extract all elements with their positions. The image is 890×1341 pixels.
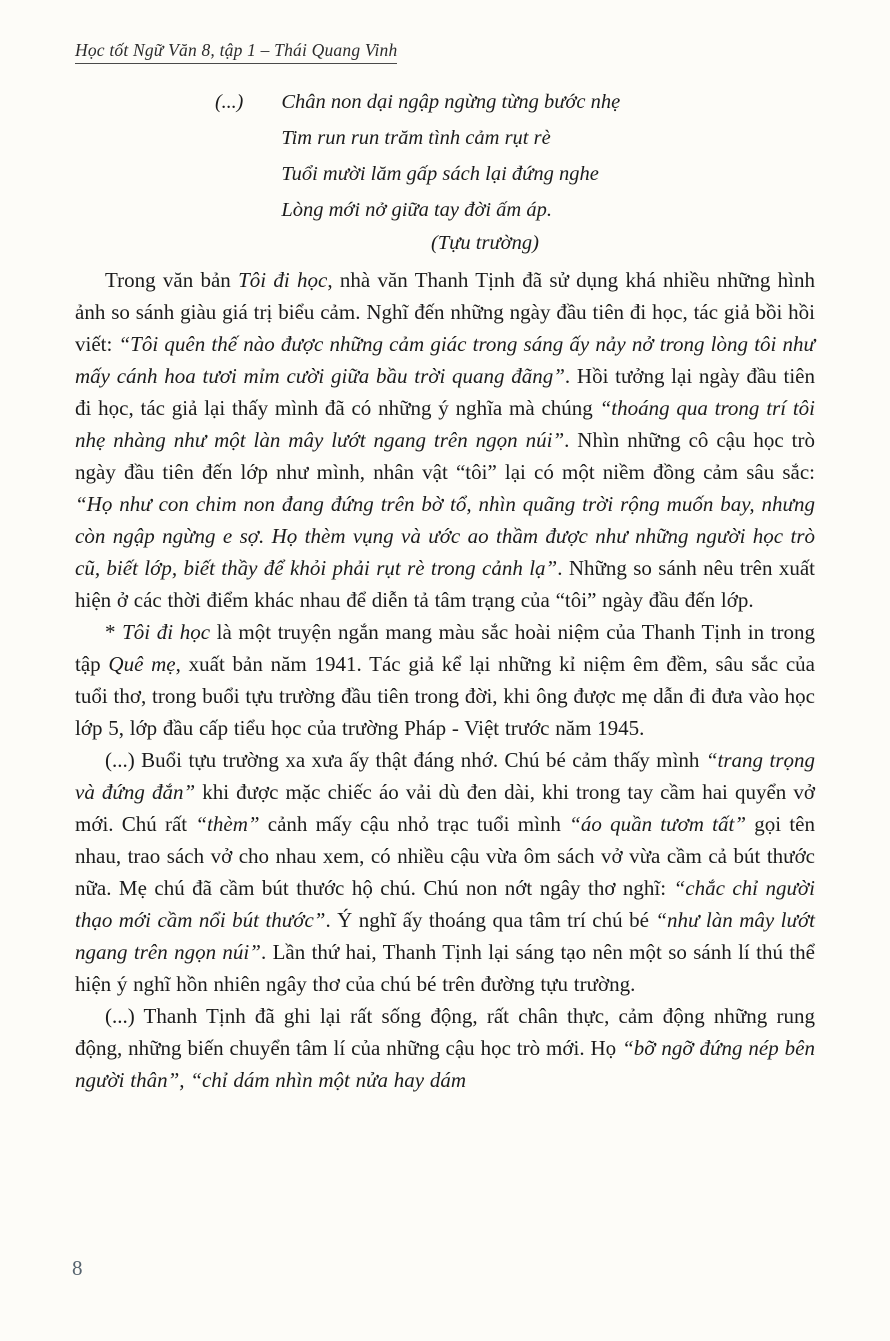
text-segment: Tôi đi học (122, 620, 211, 644)
body-text (75, 264, 815, 1096)
text-segment: (...) Thanh Tịnh đã ghi lại rất sống động, rất chân thực, cảm động những rung động, những biến chuyển tâm lí của những cậu học trò mới. Họ (75, 1004, 815, 1060)
page-number: 8 (72, 1256, 83, 1280)
text-segment: Quê mẹ (108, 652, 176, 676)
poem-line: Tim run run trăm tình cảm rụt rè (281, 127, 551, 149)
text-segment: “trang trọng và đứng đắn” (75, 748, 815, 804)
text-segment: gọi tên nhau, trao sách vở cho nhau xem, có nhiều cậu vừa ôm sách vở vừa cầm cả bút thước nữa. Mẹ chú đã cầm bút thước hộ chú. Chú non nớt ngây thơ nghĩ: (75, 812, 815, 900)
text-segment: Trong văn bản (105, 268, 239, 292)
text-segment: “bỡ ngỡ đứng nép bên người thân”, “chỉ dám nhìn một nửa hay dám (75, 1036, 815, 1092)
poem-block (75, 84, 815, 258)
text-segment: , xuất bản năm 1941. Tác giả kể lại những kỉ niệm êm đềm, sâu sắc của tuổi thơ, trong buổi tựu trường đầu tiên trong đời, khi ông được mẹ dẫn đi đưa vào học lớp 5, lớp đầu cấp tiểu học của trường Pháp - Việt trước năm 1945. (75, 652, 816, 740)
text-segment: “thèm” (195, 812, 260, 836)
text-segment: Tôi đi học (238, 268, 328, 292)
poem-line: Chân non dại ngập ngừng từng bước nhẹ (281, 91, 621, 113)
text-segment: . Ý nghĩ ấy thoáng qua tâm trí chú bé (325, 908, 656, 932)
text-segment: “Tôi quên thế nào được những cảm giác trong sáng ấy nảy nở trong lòng tôi như mấy cánh hoa tươi mỉm cười giữa bầu trời quang đãng” (75, 332, 815, 388)
text-segment: . Hồi tưởng lại ngày đầu tiên đi học, tác giả lại thấy mình đã có những ý nghĩa mà chúng (75, 364, 815, 420)
text-segment: . Lần thứ hai, Thanh Tịnh lại sáng tạo nên một so sánh lí thú thể hiện ý nghĩ hồn nhiên ngây thơ của chú bé trên đường tựu trường. (75, 940, 815, 996)
text-segment: . Nhìn những cô cậu học trò ngày đầu tiên đến lớp như mình, nhân vật “tôi” lại có một niềm đồng cảm sâu sắc: (75, 428, 815, 484)
text-segment: là một truyện ngắn mang màu sắc hoài niệm của Thanh Tịnh in trong tập (75, 620, 816, 676)
paragraph (75, 1000, 815, 1096)
text-segment: * (105, 620, 123, 644)
poem-lines (281, 84, 620, 228)
text-segment: “áo quần tươm tất” (569, 812, 747, 836)
text-segment: “Họ như con chim non đang đứng trên bờ tổ, nhìn quãng trời rộng muốn bay, nhưng còn ngập ngừng e sợ. Họ thèm vụng và ước ao thầm được như những người học trò cũ, biết lớp, biết thầy để khỏi phải rụt rè trong cảnh lạ” (75, 492, 815, 580)
poem-line: Tuổi mười lăm gấp sách lại đứng nghe (281, 163, 599, 185)
text-segment: , nhà văn Thanh Tịnh đã sử dụng khá nhiều những hình ảnh so sánh giàu giá trị biểu cảm. Nghĩ đến những ngày đầu tiên đi học, tác giả bồi hồi viết: (75, 268, 816, 356)
poem-ellipsis: (...) (215, 91, 244, 113)
paragraph (75, 616, 815, 744)
running-header: Học tốt Ngữ Văn 8, tập 1 – Thái Quang Vinh (75, 40, 397, 64)
poem-row (75, 84, 815, 228)
poem-line: Lòng mới nở giữa tay đời ấm áp. (281, 199, 552, 221)
text-segment: “chắc chỉ người thạo mới cầm nổi bút thước” (75, 876, 815, 932)
paragraph (75, 264, 815, 616)
text-segment: “như làn mây lướt ngang trên ngọn núi” (75, 908, 815, 964)
paragraph (75, 744, 815, 1000)
poem-attribution: (Tựu trường) (431, 232, 539, 254)
text-segment: (...) Buổi tựu trường xa xưa ấy thật đáng nhớ. Chú bé cảm thấy mình (105, 748, 706, 772)
text-segment: . Những so sánh nêu trên xuất hiện ở các thời điểm khác nhau để diễn tả tâm trạng của “tôi” ngày đầu đến lớp. (75, 556, 815, 612)
text-segment: khi được mặc chiếc áo vải dù đen dài, khi trong tay cầm hai quyển vở mới. Chú rất (75, 780, 815, 836)
text-segment: cảnh mấy cậu nhỏ trạc tuổi mình (259, 812, 570, 836)
text-segment: “thoáng qua trong trí tôi nhẹ nhàng như một làn mây lướt ngang trên ngọn núi” (75, 396, 815, 452)
